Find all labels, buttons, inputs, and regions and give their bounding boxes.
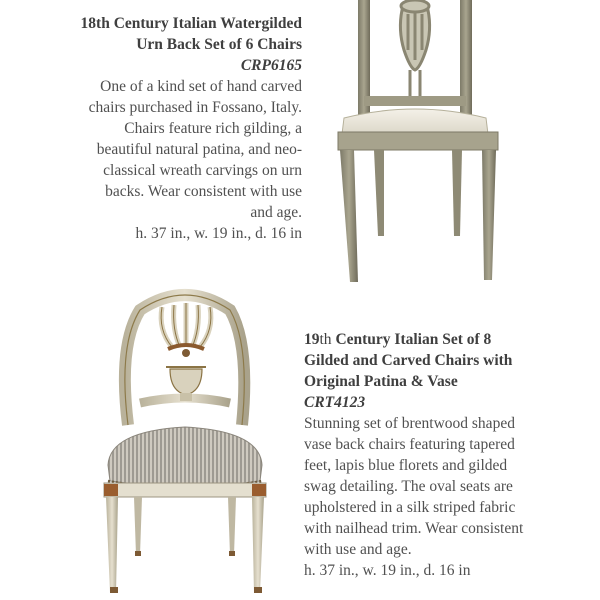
product-2-desc-line: with use and age. xyxy=(304,541,412,558)
product-2-desc-line: feet, lapis blue florets and gilded xyxy=(304,457,508,474)
product-2-title-suffix: th xyxy=(319,331,332,348)
product-2-text xyxy=(304,329,594,581)
product-1-text xyxy=(40,13,302,244)
product-1-desc-line: Chairs feature rich gilding, a xyxy=(124,120,302,137)
product-1-desc-line: classical wreath carvings on urn xyxy=(103,162,302,179)
product-2-desc-line: Stunning set of brentwood shaped xyxy=(304,415,515,432)
product-2-title xyxy=(304,329,594,392)
product-2-sku: CRT4123 xyxy=(304,394,366,411)
urn-carving xyxy=(400,0,429,96)
product-2-desc-line: vase back chairs featuring tapered xyxy=(304,436,515,453)
product-1-title xyxy=(40,13,302,55)
product-1-desc-line: beautiful natural patina, and neo- xyxy=(96,141,302,158)
product-1-desc-line: backs. Wear consistent with use xyxy=(105,183,302,200)
product-2-desc-line: swag detailing. The oval seats are xyxy=(304,478,513,495)
product-1-title-line2: Urn Back Set of 6 Chairs xyxy=(136,36,302,53)
chair-1-image xyxy=(330,0,510,285)
product-2-description xyxy=(304,413,594,560)
product-1-desc-line: chairs purchased in Fossano, Italy. xyxy=(88,99,302,116)
vase-carving xyxy=(161,303,211,401)
product-1-desc-line: One of a kind set of hand carved xyxy=(100,78,302,95)
product-2-title-line2: Gilded and Carved Chairs with xyxy=(304,352,513,369)
product-1-desc-line: and age. xyxy=(250,204,302,221)
chair-2-image xyxy=(100,285,270,600)
product-2-title-rest: Century Italian Set of 8 xyxy=(331,331,492,348)
product-2-title-line3: Original Patina & Vase xyxy=(304,373,458,390)
product-1-description xyxy=(40,76,302,223)
product-2-title-num: 19 xyxy=(304,331,320,348)
product-1-dimensions: h. 37 in., w. 19 in., d. 16 in xyxy=(135,225,302,242)
product-1-title-line1: 18th Century Italian Watergilded xyxy=(80,15,302,32)
product-2-desc-line: upholstered in a silk striped fabric xyxy=(304,499,516,516)
product-2-desc-line: with nailhead trim. Wear consistent xyxy=(304,520,524,537)
product-1-sku: CRP6165 xyxy=(240,57,302,74)
product-2-dimensions: h. 37 in., w. 19 in., d. 16 in xyxy=(304,562,471,579)
